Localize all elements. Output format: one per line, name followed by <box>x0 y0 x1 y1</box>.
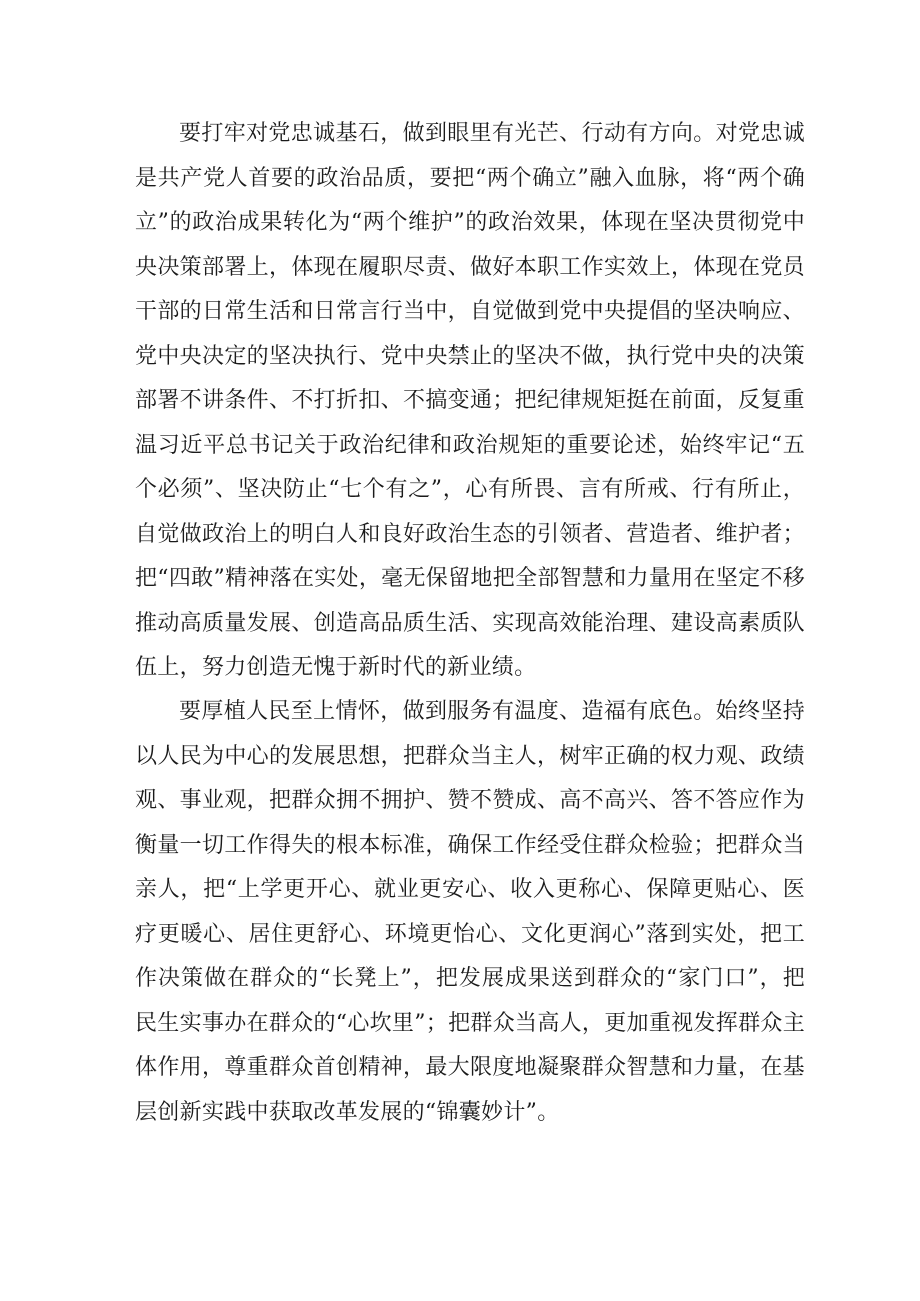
body-paragraph-people: 要厚植人民至上情怀，做到服务有温度、造福有底色。始终坚持以人民为中心的发展思想，把群众当主人，树牢正确的权力观、政绩观、事业观，把群众拥不拥护、赞不赞成、高不高兴、答不答应作为衡量一切工作得失的根本标准，确保工作经受住群众检验；把群众当亲人，把“上学更开心、就业更安心、收入更称心、保障更贴心、医疗更暖心、居住更舒心、环境更怡心、文化更润心”落到实处，把工作决策做在群众的“长凳上”，把发展成果送到群众的“家门口”，把民生实事办在群众的“心坎里”；把群众当高人，更加重视发挥群众主体作用，尊重群众首创精神，最大限度地凝聚群众智慧和力量，在基层创新实践中获取改革发展的“锦囊妙计”。 <box>135 699 805 1125</box>
body-paragraph-loyalty: 要打牢对党忠诚基石，做到眼里有光芒、行动有方向。对党忠诚是共产党人首要的政治品质，要把“两个确立”融入血脉，将“两个确立”的政治成果转化为“两个维护”的政治效果，体现在坚决贯彻党中央决策部署上，体现在履职尽责、做好本职工作实效上，体现在党员干部的日常生活和日常言行当中，自觉做到党中央提倡的坚决响应、党中央决定的坚决执行、党中央禁止的坚决不做，执行党中央的决策部署不讲条件、不打折扣、不搞变通；把纪律规矩挺在前面，反复重温习近平总书记关于政治纪律和政治规矩的重要论述，始终牢记“五个必须”、坚决防止“七个有之”，心有所畏、言有所戒、行有所止，自觉做政治上的明白人和良好政治生态的引领者、营造者、维护者；把“四敢”精神落在实处，毫无保留地把全部智慧和力量用在坚定不移推动高质量发展、创造高品质生活、实现高效能治理、建设高素质队伍上，努力创造无愧于新时代的新业绩。 <box>135 121 805 680</box>
